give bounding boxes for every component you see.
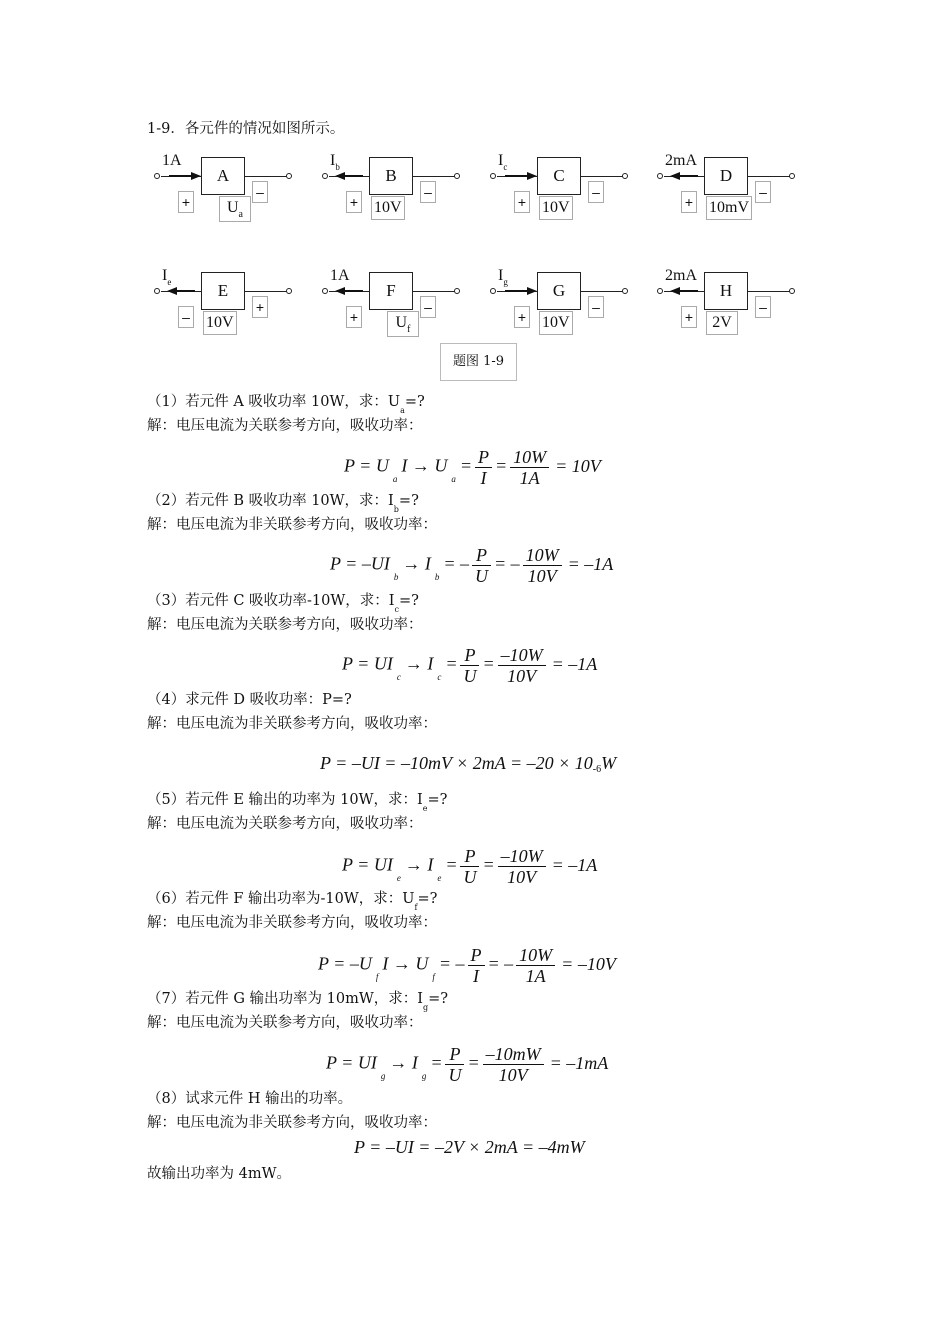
terminal-node — [657, 173, 663, 179]
fraction-denominator: U — [448, 1065, 462, 1085]
current-label — [330, 152, 340, 170]
equation-text: P = –UI = –10mV × 2mA = –20 × 10 — [320, 753, 593, 773]
answer-line: 解：电压电流为关联参考方向，吸收功率： — [147, 1015, 423, 1031]
polarity-sign-left: + — [681, 191, 697, 213]
current-value: I — [330, 152, 336, 169]
element-box: E — [201, 272, 245, 310]
polarity-sign-left: + — [514, 191, 530, 213]
terminal-node — [622, 288, 628, 294]
polarity-sign-left: + — [514, 306, 530, 328]
fraction-denominator: U — [474, 566, 488, 586]
voltage-value: U — [226, 199, 239, 216]
fraction-numerator: P — [475, 447, 492, 468]
question-end: =? — [428, 991, 449, 1007]
equation-subscript: g — [380, 1070, 386, 1081]
equation — [354, 1136, 585, 1158]
voltage-value: 2V — [712, 314, 732, 331]
current-label — [498, 152, 507, 170]
equation-result: = –10V — [561, 953, 616, 974]
fraction-numerator: P — [472, 545, 491, 566]
polarity-sign-left: + — [178, 191, 194, 213]
current-value: I — [498, 152, 504, 169]
equation-operator: = — [445, 653, 458, 674]
equation-mid: → I — [389, 1052, 418, 1073]
current-subscript: b — [335, 162, 340, 172]
equation-mid: → I — [402, 553, 431, 574]
equation-lhs: P = UI — [326, 1052, 377, 1073]
current-label — [162, 267, 171, 285]
equation-mid: I → U — [401, 455, 448, 476]
answer-line: 解：电压电流为非关联参考方向，吸收功率： — [147, 915, 437, 931]
fraction — [510, 447, 549, 488]
question-subscript: f — [414, 903, 418, 912]
question-text: （1）若元件 A 吸收功率 10W，求：U — [147, 394, 401, 410]
question-subscript: g — [422, 1003, 429, 1012]
question-end: =? — [404, 394, 425, 410]
arrow-head-right-icon — [191, 172, 201, 180]
fraction-denominator: I — [473, 966, 480, 986]
equation-subscript: c — [396, 671, 401, 682]
current-subscript: c — [503, 162, 508, 172]
fraction — [516, 945, 555, 986]
equation-operator: = — [482, 653, 495, 674]
equation-subscript: f — [375, 971, 379, 982]
fraction-denominator: 10V — [507, 666, 537, 686]
element-box: D — [704, 157, 748, 195]
voltage-subscript: f — [407, 324, 411, 335]
fraction-denominator: U — [463, 666, 477, 686]
equation-lhs: P = U — [344, 455, 389, 476]
terminal-node — [154, 173, 160, 179]
fraction-numerator: P — [460, 645, 479, 666]
fraction — [460, 846, 479, 887]
equation-subscript: e — [396, 872, 401, 883]
equation-operator: = — [494, 455, 508, 476]
polarity-sign-right: – — [420, 296, 436, 318]
equation-subscript: f — [432, 971, 435, 982]
equation — [342, 846, 597, 887]
question-end: =? — [417, 891, 438, 907]
current-label — [665, 267, 697, 285]
equation-lhs: P = –U — [318, 953, 372, 974]
terminal-node — [657, 288, 663, 294]
fraction — [475, 447, 492, 488]
equation-subscript: b — [393, 571, 399, 582]
fraction-denominator: 1A — [519, 468, 540, 488]
voltage-value: 10V — [542, 314, 570, 331]
polarity-sign-left: + — [681, 306, 697, 328]
equation-subscript: e — [437, 872, 442, 883]
conclusion-text: 故输出功率为 4mW。 — [147, 1166, 291, 1182]
terminal-node — [286, 288, 292, 294]
arrow-head-right-icon — [527, 287, 537, 295]
terminal-node — [490, 288, 496, 294]
terminal-node — [154, 288, 160, 294]
fraction-numerator: 10W — [516, 945, 555, 966]
equation-lhs: P = –UI — [330, 553, 390, 574]
equation-result: = –1A — [551, 653, 598, 674]
current-value: 2mA — [665, 152, 697, 169]
fraction — [445, 1044, 464, 1085]
equation-subscript: c — [437, 671, 442, 682]
fraction-denominator: 10V — [498, 1065, 528, 1085]
element-box: F — [369, 272, 413, 310]
equation-subscript: a — [451, 473, 456, 484]
current-subscript: e — [167, 277, 172, 287]
terminal-node — [789, 173, 795, 179]
answer-line: 解：电压电流为关联参考方向，吸收功率： — [147, 418, 423, 434]
polarity-sign-left: + — [346, 306, 362, 328]
equation-lhs: P = UI — [342, 854, 393, 875]
current-value: 2mA — [665, 267, 697, 284]
fraction-denominator: 1A — [525, 966, 546, 986]
equation-subscript: b — [434, 571, 440, 582]
fraction — [468, 945, 485, 986]
equation-operator: = — [445, 854, 458, 875]
equation-operator: = — [430, 1052, 443, 1073]
answer-line: 解：电压电流为非关联参考方向，吸收功率： — [147, 1115, 437, 1131]
polarity-sign-right: – — [755, 181, 771, 203]
voltage-value: 10V — [374, 199, 402, 216]
current-subscript: g — [503, 277, 508, 287]
fraction — [498, 645, 546, 686]
answer-line: 解：电压电流为关联参考方向，吸收功率： — [147, 816, 423, 832]
question-text: （6）若元件 F 输出功率为-10W，求：U — [147, 891, 415, 907]
equation — [342, 645, 597, 686]
question-subscript: c — [394, 605, 400, 614]
fraction-numerator: 10W — [523, 545, 562, 566]
equation-mid: I → U — [382, 953, 429, 974]
voltage-value: 10V — [542, 199, 570, 216]
current-value: 1A — [162, 152, 182, 169]
equation — [330, 545, 613, 586]
polarity-sign-right: – — [588, 181, 604, 203]
terminal-node — [322, 288, 328, 294]
question-line — [147, 890, 437, 910]
element-box: G — [537, 272, 581, 310]
polarity-sign-right: + — [252, 296, 268, 318]
figure-caption: 题图 1-9 — [440, 343, 517, 381]
equation — [320, 752, 616, 778]
equation-mid: → I — [404, 854, 434, 875]
fraction-denominator: I — [480, 468, 487, 488]
question-line — [147, 990, 448, 1010]
arrow-head-left-icon — [335, 287, 345, 295]
fraction-numerator: –10W — [498, 846, 546, 867]
fraction-numerator: P — [445, 1044, 464, 1065]
terminal-node — [622, 173, 628, 179]
question-text: （7）若元件 G 输出功率为 10mW，求：I — [147, 991, 423, 1007]
question-text: （2）若元件 B 吸收功率 10W，求：I — [147, 493, 394, 509]
voltage-label — [371, 196, 405, 220]
equation-operator: = – — [493, 553, 520, 574]
equation-result: = 10V — [555, 455, 601, 476]
voltage-value: U — [395, 314, 408, 331]
voltage-value: 10V — [206, 314, 234, 331]
arrow-head-left-icon — [335, 172, 345, 180]
voltage-label — [203, 311, 237, 335]
fraction — [498, 846, 546, 887]
current-label — [330, 267, 350, 285]
element-box: C — [537, 157, 581, 195]
fraction — [460, 645, 479, 686]
question-line — [147, 1090, 352, 1108]
voltage-label — [539, 196, 573, 220]
question-end: =? — [427, 792, 448, 808]
question-text: （5）若元件 E 输出的功率为 10W，求：I — [147, 792, 423, 808]
question-subscript: a — [400, 406, 405, 415]
voltage-subscript: a — [238, 209, 243, 220]
problem-title: 1-9．各元件的情况如图所示。 — [147, 121, 345, 137]
current-value: I — [162, 267, 168, 284]
terminal-node — [490, 173, 496, 179]
voltage-label — [706, 311, 738, 335]
equation-result: = –1A — [567, 553, 614, 574]
fraction-denominator: U — [463, 867, 477, 887]
current-label — [162, 152, 182, 170]
voltage-label — [706, 196, 752, 220]
answer-line: 解：电压电流为非关联参考方向，吸收功率： — [147, 716, 437, 732]
arrow-head-left-icon — [670, 287, 680, 295]
current-label — [498, 267, 508, 285]
question-line — [147, 492, 419, 512]
voltage-label — [219, 196, 251, 222]
equation-operator: = – — [438, 953, 465, 974]
polarity-sign-left: + — [346, 191, 362, 213]
equation-operator: = — [482, 854, 495, 875]
element-box: B — [369, 157, 413, 195]
question-end: =? — [399, 593, 419, 609]
equation-operator: = — [459, 455, 472, 476]
equation-operator: = – — [487, 953, 514, 974]
fraction — [483, 1044, 544, 1085]
question-line — [147, 393, 425, 413]
equation-text: P = –UI = –2V × 2mA = –4mW — [354, 1137, 585, 1157]
polarity-sign-right: – — [588, 296, 604, 318]
element-box: A — [201, 157, 245, 195]
equation-exponent: -6 — [592, 764, 602, 775]
fraction-numerator: P — [460, 846, 479, 867]
fraction-numerator: –10mW — [483, 1044, 544, 1065]
voltage-value: 10mV — [709, 199, 749, 216]
equation-result: = –1A — [551, 854, 598, 875]
polarity-sign-right: – — [420, 181, 436, 203]
voltage-label — [387, 311, 419, 337]
fraction-denominator: 10V — [507, 867, 537, 887]
equation-subscript: a — [392, 473, 398, 484]
equation-mid: → I — [404, 653, 434, 674]
question-text: （3）若元件 C 吸收功率-10W，求：I — [147, 593, 395, 609]
fraction-denominator: 10V — [527, 566, 557, 586]
answer-line: 解：电压电流为非关联参考方向，吸收功率： — [147, 517, 437, 533]
arrow-head-right-icon — [527, 172, 537, 180]
equation-subscript: g — [421, 1070, 427, 1081]
question-line — [147, 691, 352, 709]
equation — [326, 1044, 608, 1085]
element-box: H — [704, 272, 748, 310]
equation-operator: = — [467, 1052, 480, 1073]
terminal-node — [454, 288, 460, 294]
equation — [318, 945, 616, 986]
question-subscript: e — [422, 804, 428, 813]
equation-unit: W — [601, 753, 617, 773]
question-text: （8）试求元件 H 输出的功率。 — [147, 1091, 353, 1107]
fraction-numerator: P — [468, 945, 485, 966]
terminal-node — [789, 288, 795, 294]
equation-result: = –1mA — [549, 1052, 609, 1073]
polarity-sign-right: – — [252, 181, 268, 203]
voltage-label — [539, 311, 573, 335]
equation-operator: = – — [443, 553, 469, 574]
question-line — [147, 791, 447, 811]
equation-lhs: P = UI — [342, 653, 393, 674]
arrow-head-left-icon — [670, 172, 680, 180]
terminal-node — [322, 173, 328, 179]
fraction-numerator: –10W — [498, 645, 546, 666]
answer-line: 解：电压电流为关联参考方向，吸收功率： — [147, 617, 423, 633]
arrow-head-left-icon — [167, 287, 177, 295]
polarity-sign-right: – — [755, 296, 771, 318]
current-value: I — [498, 267, 504, 284]
question-end: =? — [398, 493, 419, 509]
fraction-numerator: 10W — [510, 447, 549, 468]
terminal-node — [286, 173, 292, 179]
equation — [344, 447, 601, 488]
question-line — [147, 592, 419, 612]
terminal-node — [454, 173, 460, 179]
question-subscript: b — [393, 505, 399, 514]
polarity-sign-left: – — [178, 306, 194, 328]
fraction — [472, 545, 491, 586]
current-value: 1A — [330, 267, 350, 284]
question-text: （4）求元件 D 吸收功率：P=? — [147, 692, 352, 708]
current-label — [665, 152, 697, 170]
fraction — [523, 545, 562, 586]
